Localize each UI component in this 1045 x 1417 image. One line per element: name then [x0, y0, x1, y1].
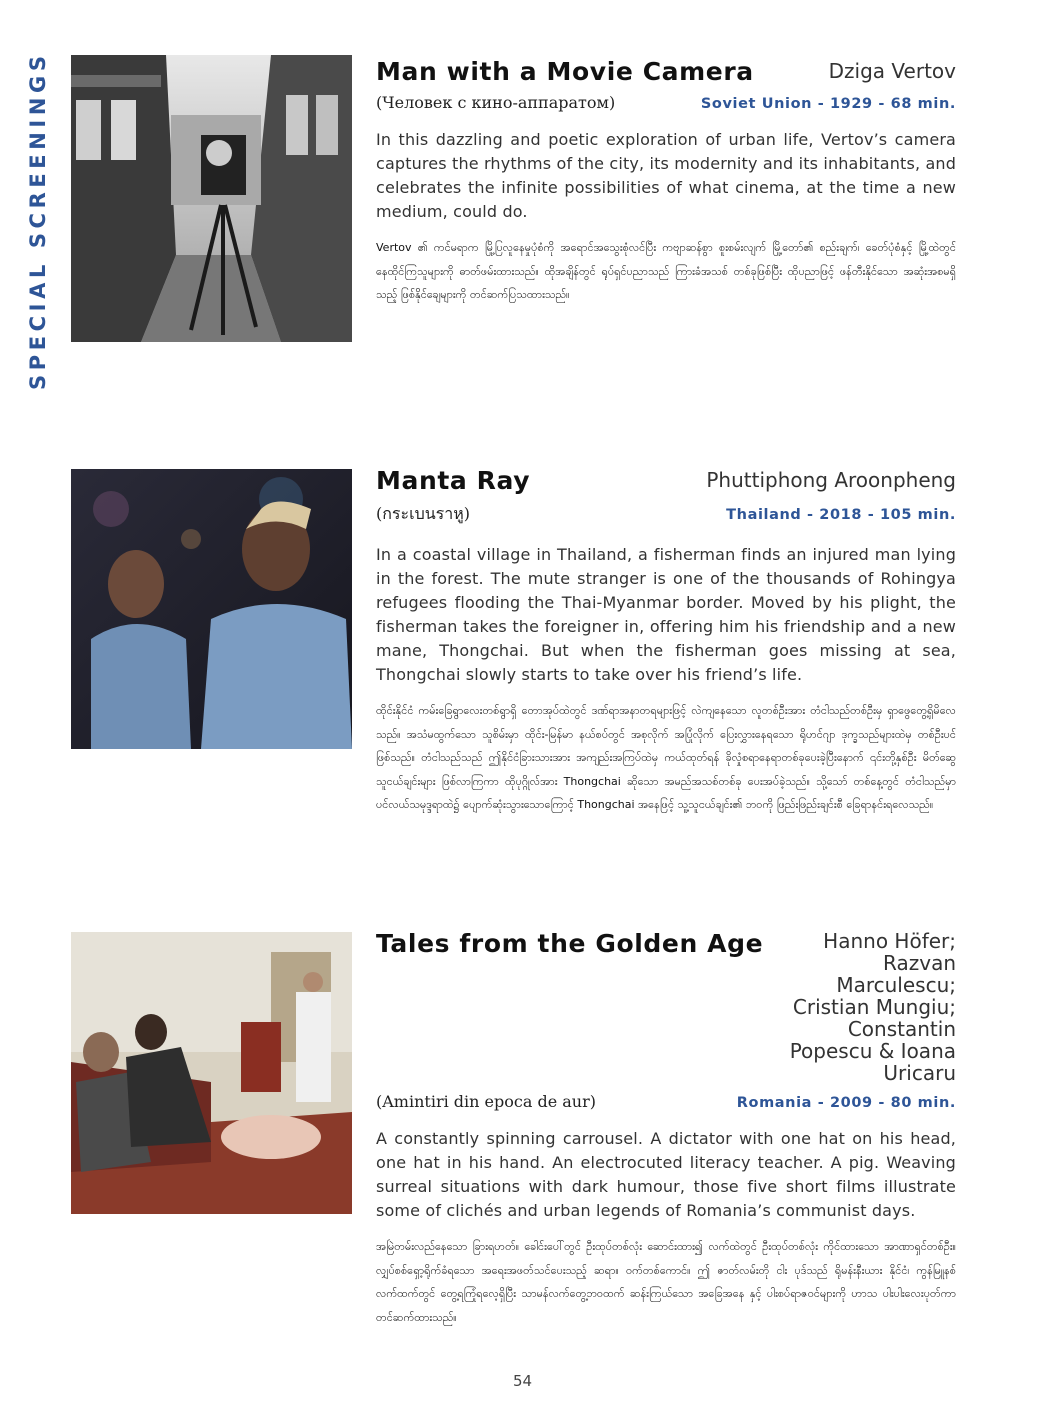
film-still-tales-from-the-golden-age	[71, 932, 352, 1214]
film-description-myanmar: Vertov ၏ ကင်မရာက မြို့ပြလူနေမှုပုံစံကို အရောင်အသွေးစုံလင်ပြီး ကဗျာဆန်စွာ စူးစမ်းလျက် မြို့တော်၏ စည်းချက်၊ ခေတ်ပုံစံနှင့် မြို့ထဲတွင် နေထိုင်ကြသူများကို ဓာတ်ဖမ်းထားသည်။ ထိုအချိန်တွင် ရုပ်ရှင်ပညာသည် ကြားခံအသစ် တစ်ခုဖြစ်ပြီး ထိုပညာဖြင့် ဖန်တီးနိုင်သော အဆုံးအစမရှိသည့် ဖြစ်နိုင်ချေများကို တင်ဆက်ပြသထားသည်။	[376, 241, 956, 301]
film-description: In this dazzling and poetic exploration of urban life, Vertov’s camera captures the rhythms of the city, its modernity and its inhabitants, and celebrates the infinite possibilities of what cinema, at the time a new medium, could do.	[376, 130, 956, 221]
film-description: In a coastal village in Thailand, a fisherman finds an injured man lying in the forest. The mute stranger is one of the thousands of Rohingya refugees flooding the Thai-Myanmar border. Moved by his plight, the fisherman takes the foreigner in, offering him his friendship and a new mane, Thongchai. But when the fisherman goes missing at sea, Thongchai slowly starts to take over his friend’s life.	[376, 545, 956, 684]
film-description: A constantly spinning carrousel. A dictator with one hat on his head, one hat in his hand. An electrocuted literacy teacher. A pig. Weaving surreal situations with dark humour, those five short films illustrate some of clichés and urban legends of Romania’s communist days.	[376, 1129, 956, 1220]
film-still-man-with-a-movie-camera	[71, 55, 352, 342]
film-title: Man with a Movie Camera	[376, 57, 754, 86]
film-original-title: (กระเบนราหู)	[376, 504, 471, 523]
film-country-year: Romania - 2009 - 80 min.	[736, 1095, 956, 1111]
film-director-line: Constantin Popescu & Ioana Uricaru	[789, 1017, 956, 1085]
film-director	[777, 927, 956, 1084]
film-original-title: (Человек с кино-аппаратом)	[376, 93, 616, 112]
film-entry-2	[376, 466, 956, 817]
film-still-manta-ray	[71, 469, 352, 749]
film-director: Dziga Vertov	[828, 59, 956, 83]
film-director-line: Marculescu; Cristian Mungiu;	[792, 973, 956, 1019]
film-title: Manta Ray	[376, 466, 531, 495]
section-label-special-screenings: SPECIAL SCREENINGS	[26, 51, 50, 390]
film-country-year: Thailand - 2018 - 105 min.	[726, 507, 956, 523]
film-title: Tales from the Golden Age	[376, 929, 764, 958]
film-description-myanmar: ထိုင်းနိုင်ငံ ကမ်းခြေရွာလေးတစ်ရွာရှိ တောအုပ်ထဲတွင် ဒဏ်ရာအနာတရများဖြင့် လဲကျနေသော လူတစ်ဦးအား တံငါသည်တစ်ဦးမှ ရှာဖွေတွေ့ရှိမိလေသည်။ အသံမထွက်သော သူစိမ်းမှာ ထိုင်း-မြန်မာ နယ်စပ်တွင် အစုလိုက် အပြုံလိုက် ပြေးလွှားနေရသော ရိုဟင်ဂျာ ဒုက္ခသည်များထဲမှ တစ်ဦးပင်ဖြစ်သည်။ တံငါသည်သည် ဤနိုင်ငံခြားသားအား အကျည်းအကြပ်ထဲမှ ကယ်ထုတ်ရန် ခိုလှုံစရာနေရာတစ်ခုပေးခဲ့ပြီးနောက် ၎င်းတို့နှစ်ဦး မိတ်ဆွေသူငယ်ချင်းများ ဖြစ်လာကြကာ ထိုပုဂ္ဂိုလ်အား Thongchai ဆိုသော အမည်အသစ်တစ်ခု ပေးအပ်ခဲ့သည်။ သို့သော် တစ်နေ့တွင် တံငါသည်မှာ ပင်လယ်သမုဒ္ဒရာထဲ၌ ပျောက်ဆုံးသွားသောကြောင့် Thongchai အနေဖြင့် သူ့သူငယ်ချင်း၏ ဘဝကို ဖြည်းဖြည်းချင်းစီ ခြေရာနင်းရလေသည်။	[376, 704, 956, 811]
film-director: Phuttiphong Aroonpheng	[706, 468, 956, 492]
film-country-year: Soviet Union - 1929 - 68 min.	[700, 96, 956, 112]
film-original-title: (Amintiri din epoca de aur)	[376, 1092, 596, 1111]
page-number: 54	[512, 1372, 533, 1390]
film-description-myanmar: အမြဲတမ်းလည်နေသော ခြားရဟတ်။ ခေါင်းပေါ်တွင် ဦးထုပ်တစ်လုံး ဆောင်းထား၍ လက်ထဲတွင် ဦးထုပ်တစ်လုံး ကိုင်ထားသော အာဏာရှင်တစ်ဦး။ လျှပ်စစ်ရှော့ရိုက်ခံရသော အရေးအဖတ်သင်ပေးသည့် ဆရာ။ ဝက်တစ်ကောင်။ ဤ ဇာတ်လမ်းတို ငါး ပုဒ်သည် ရိုမန်းနီးယား နိုင်ငံ၊ ကွန်မြူနစ်လက်ထက်တွင် တွေ့ရကြုံရလေ့ရှိပြီး သာမန်လက်တွေ့ဘဝထက် ဆန်းကြယ်သော အခြေအနေ နှင့် ပါးစပ်ရာဇဝင်များကို ဟာသ ပါးပါးလေးပုတ်ကာ တင်ဆက်ထားသည်။	[376, 1240, 956, 1324]
film-entry-3	[376, 927, 956, 1329]
film-director-line: Hanno Höfer; Razvan	[823, 929, 956, 975]
film-entry-1	[376, 57, 956, 307]
